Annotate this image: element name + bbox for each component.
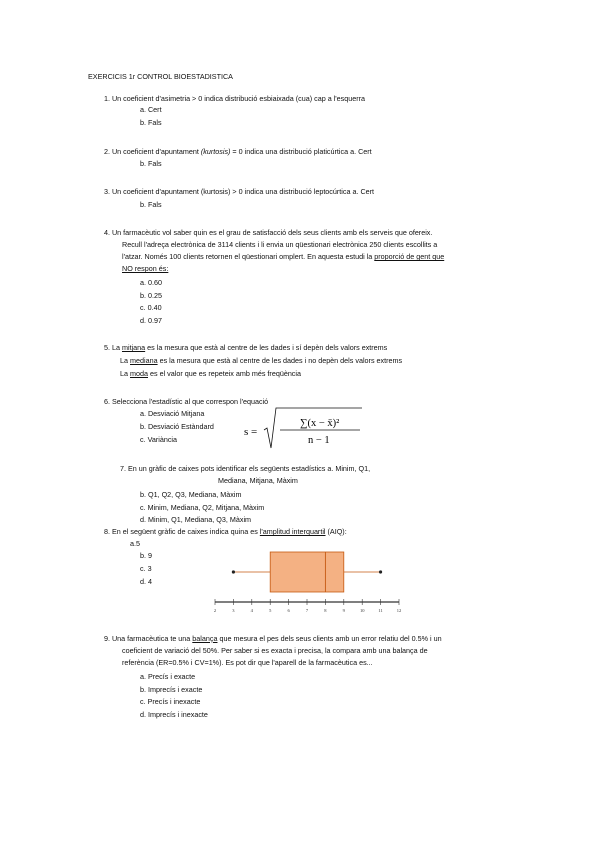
question-8 [104,527,347,536]
formula-denominator: n − 1 [308,435,330,446]
q4-option-d: d. 0.97 [140,316,162,325]
q9-l1a: 9. Una farmacèutica te una [104,634,193,643]
max-point [379,570,382,573]
q8-post: (AIQ): [325,527,347,536]
q7-option-c: c. Minim, Mediana, Q2, Mitjana, Màxim [140,503,265,512]
q2-kurtosis: (kurtosis) [200,147,231,156]
q7-option-b: b. Q1, Q2, Q3, Mediana, Màxim [140,490,242,499]
q8-option-b: b. 9 [140,551,152,560]
q5-l2u: mediana [130,356,158,365]
question-5-line-3 [120,369,301,378]
question-6: 6. Selecciona l'estadístic al que correspon l'equació [104,397,269,406]
x-tick-label: 3 [232,608,235,613]
std-dev-formula [244,404,364,454]
question-4-line-1: 4. Un farmacèutic vol saber quin es el grau de satisfacció dels seus clients amb els serveis que ofereix. [104,228,433,237]
q2-option-b: b. Fals [140,159,162,168]
formula-numerator: ∑(x − x̄)² [300,418,340,429]
q5-l1u: mitjana [121,343,146,352]
q8-option-d: d. 4 [140,577,152,586]
x-tick-label: 10 [359,608,365,613]
q6-option-a: a. Desviació Mitjana [140,409,205,418]
q2-pre: 2. Un coeficient d'apuntament [104,147,201,156]
min-point [232,570,235,573]
q5-l2b: es la mesura que està al centre de les dades i no depèn dels valors extrems [157,356,403,365]
x-tick-label: 12 [396,608,402,613]
q5-l3b: es el valor que es repeteix amb més freqüència [147,369,301,378]
q9-option-b: b. Imprecís i exacte [140,685,203,694]
q8-underline: l'amplitud interquartil [259,527,326,536]
x-tick-label: 2 [213,608,217,613]
question-7: 7. En un gràfic de caixes pots identificar els següents estadístics a. Minim, Q1, [120,464,371,473]
q1-option-a: a. Cert [140,105,162,114]
x-tick-label: 11 [378,608,383,613]
question-4-line-2: Recull l'adreça electrònica de 3114 clients i li envia un qüestionari electrònica 250 clients escollits a [122,240,438,249]
x-tick-label: 8 [324,608,327,613]
formula-lhs: s = [244,426,258,438]
q4-option-b: b. 0.25 [140,291,162,300]
question-4-line-3 [122,252,444,261]
question-1: 1. Un coeficient d'asimetria > 0 indica distribució esbiaixada (cua) cap a l'esquerra [104,94,366,103]
question-7-cont: Mediana, Mitjana, Màxim [218,476,298,485]
iqr-box [270,552,344,592]
q5-l2a: La [120,356,130,365]
q1-option-b: b. Fals [140,118,162,127]
q4-option-c: c. 0.40 [140,303,162,312]
q8-option-c: c. 3 [140,564,152,573]
q9-option-d: d. Imprecís i inexacte [140,710,208,719]
boxplot-chart [205,540,405,615]
q4-l3-text: l'atzar. Només 100 clients retornen el qüestionari omplert. En aquesta estudi la [122,252,375,261]
q7-option-d: d. Minim, Q1, Mediana, Q3, Màxim [140,515,252,524]
x-tick-label: 5 [269,608,272,613]
q8-pre: 8. En el següent gràfic de caixes indica quina es [104,527,260,536]
q5-l3u: moda [130,369,148,378]
q4-option-a: a. 0.60 [140,278,162,287]
q2-post: = 0 indica una distribució platicúrtica a. Cert [230,147,372,156]
q5-l1a: 5. La [104,343,122,352]
q5-l3a: La [120,369,130,378]
q8-option-a: a.5 [130,539,140,548]
question-9-line-1 [104,634,442,643]
q5-l1b: es la mesura que està al centre de les dades i sí depèn dels valors extrems [145,343,388,352]
question-4-line-4: NO respon és: [122,264,169,273]
q6-option-b: b. Desviació Estàndard [140,422,214,431]
question-5-line-1 [104,343,387,352]
x-tick-label: 6 [287,608,290,613]
x-tick-label: 4 [250,608,253,613]
question-9-line-2: coeficient de variació del 50%. Per saber si es exacta i precisa, la compara amb una balança de [122,646,428,655]
question-2 [104,147,372,156]
q9-option-a: a. Precís i exacte [140,672,196,681]
question-5-line-2 [120,356,402,365]
page-title: EXERCICIS 1r CONTROL BIOESTADISTICA [88,72,233,81]
q4-l3-underline: proporció de gent que [374,252,445,261]
q9-l1b: que mesura el pes dels seus clients amb un error relatiu del 0.5% i un [217,634,442,643]
q9-l1u: balança [192,634,218,643]
x-tick-label: 9 [342,608,345,613]
q3-option-b: b. Fals [140,200,162,209]
q6-option-c: c. Variància [140,435,178,444]
question-9-line-3: referència (ER=0.5% i CV=1%). Es pot dir que l'aparell de la farmacèutica es... [122,658,373,667]
x-tick-label: 7 [305,608,309,613]
question-3: 3. Un coeficient d'apuntament (kurtosis) > 0 indica una distribució leptocúrtica a. Cert [104,187,375,196]
q9-option-c: c. Precís i inexacte [140,697,201,706]
